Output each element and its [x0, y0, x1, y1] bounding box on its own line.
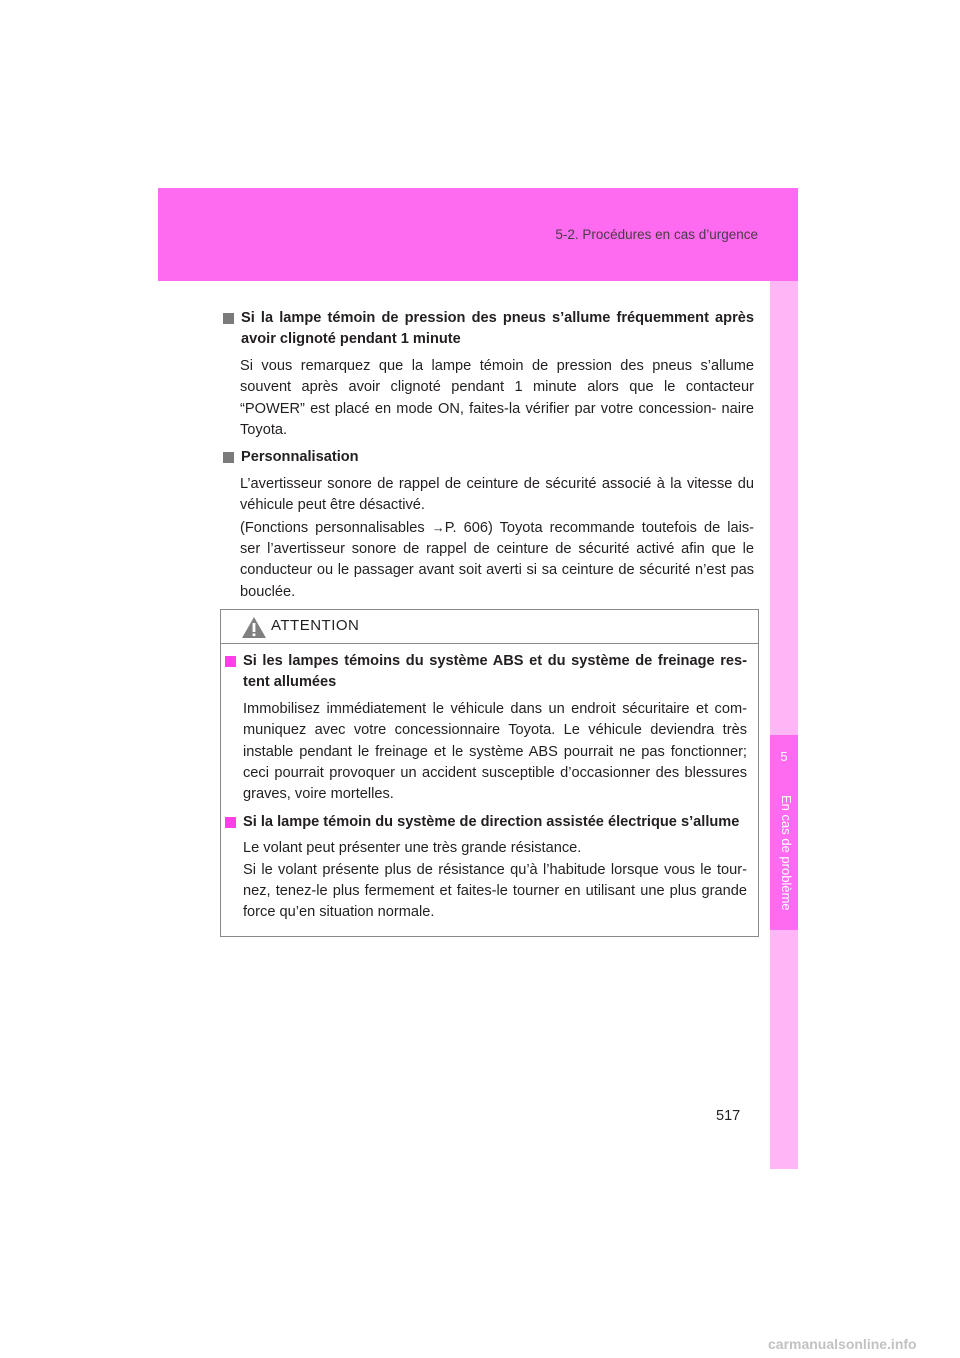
section-heading-text: Si la lampe témoin de pression des pneus s’allume fréquemment après avoir clignoté pendant 1 minute — [241, 310, 754, 348]
caution-heading — [221, 812, 751, 833]
page-number: 517 — [716, 1108, 741, 1124]
caution-divider — [221, 643, 758, 644]
page-reference-link[interactable]: P. 606) Toyota recommande toutefois de lais- ser l’avertisseur sonore de rappel de ceinture de sécurité activé afin que le conducteur ou le passager avant soit averti si sa ceinture de sécurité n’est pas bouclée. — [240, 519, 754, 600]
side-tab-label: En cas de problème — [779, 795, 794, 911]
body-text-before-ref: (Fonctions personnalisables — [240, 519, 432, 536]
side-tab-active[interactable] — [770, 735, 798, 930]
side-tab-number: 5 — [780, 749, 788, 764]
caution-body — [221, 838, 751, 924]
square-bullet-icon — [225, 656, 236, 667]
caution-title: ATTENTION — [271, 617, 360, 634]
side-tab — [770, 281, 798, 1169]
caution-box — [220, 609, 759, 937]
square-bullet-icon — [225, 817, 236, 828]
section-tire-pressure — [222, 308, 754, 441]
section-body — [222, 474, 754, 603]
section-heading — [222, 308, 754, 351]
caution-heading-text: Si la lampe témoin du système de direction assistée électrique s’allume — [243, 813, 740, 830]
square-bullet-icon — [223, 313, 234, 324]
section-heading-text: Personnalisation — [241, 449, 359, 466]
caution-header — [221, 610, 758, 641]
main-content — [222, 308, 754, 609]
caution-body: Immobilisez immédiatement le véhicule dans un endroit sécuritaire et com- muniquez avec votre concessionnaire Toyota. Le véhicule deviendra très instable pendant le freinage et le système ABS pourrait ne pas fonctionner; ceci pourrait provoquer un accident susceptible d’occasionner des blessures graves, voire mortelles. — [243, 700, 747, 803]
section-heading — [222, 447, 754, 468]
caution-heading — [221, 651, 751, 694]
body-paragraph — [240, 517, 754, 604]
body-paragraph: Si le volant présente plus de résistance qu’à l’habitude lorsque vous le tour- nez, tenez-le plus fermement et faites-le tourner en utilisant une plus grande force qu’en situation normale. — [243, 861, 747, 921]
body-paragraph: Le volant peut présenter une très grande résistance. — [243, 840, 582, 857]
section-personnalisation — [222, 447, 754, 603]
body-paragraph: L’avertisseur sonore de rappel de ceinture de sécurité associé à la vitesse du véhicule peut être désactivé. — [240, 475, 754, 514]
arrow-right-icon: → — [431, 519, 445, 535]
caution-heading-text: Si les lampes témoins du système ABS et du système de freinage res- tent allumées — [243, 653, 747, 691]
square-bullet-icon — [223, 452, 234, 463]
watermark-text: carmanualsonline.info — [768, 1336, 917, 1352]
header-title: 5-2. Procédures en cas d’urgence — [555, 227, 758, 242]
section-body: Si vous remarquez que la lampe témoin de pression des pneus s’allume souvent après avoir clignoté pendant 1 minute alors que le contacteur “POWER” est placé en mode ON, faites-la vérifier par votre concession- naire Toyota. — [240, 357, 754, 439]
chapter-header — [158, 188, 798, 281]
caution-section-abs — [221, 651, 751, 806]
caution-content — [221, 651, 751, 930]
caution-section-steering — [221, 812, 751, 924]
warning-triangle-icon — [241, 616, 267, 639]
